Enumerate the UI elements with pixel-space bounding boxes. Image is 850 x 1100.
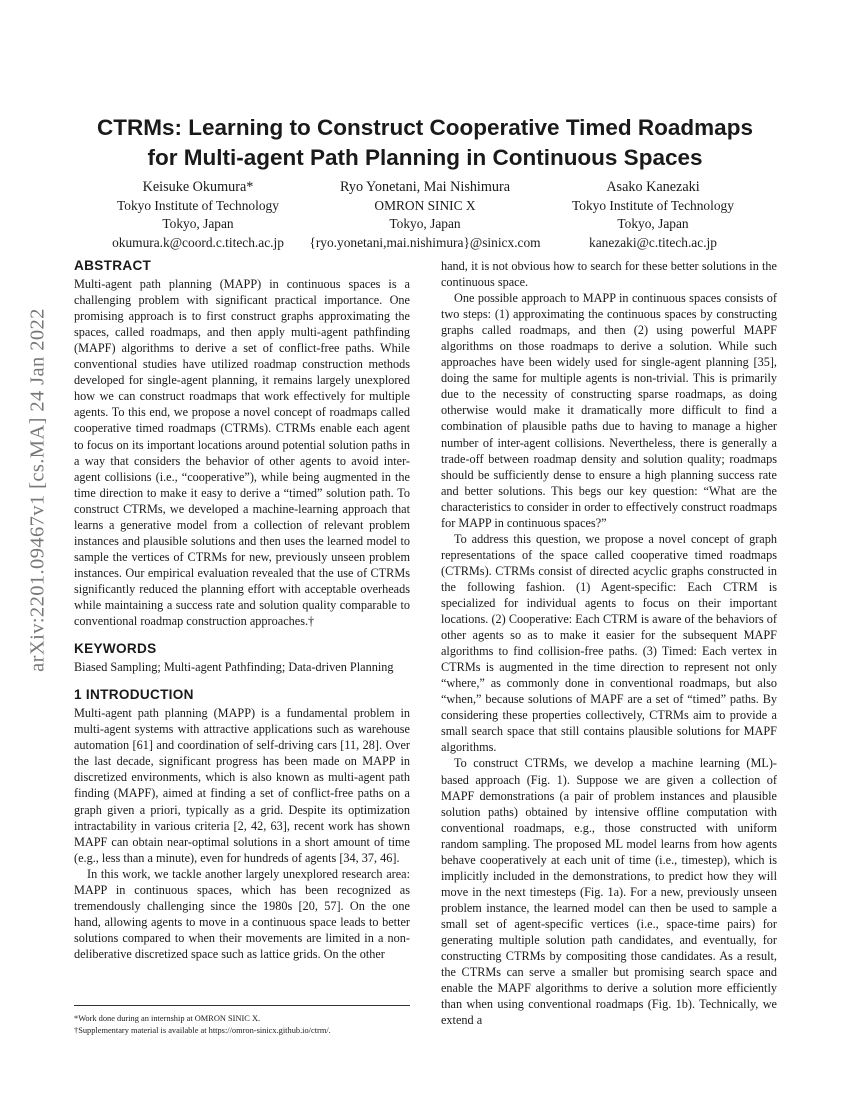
footnotes [74,1013,410,1037]
title-line-2: for Multi-agent Path Planning in Continuous Spaces [147,145,703,170]
abstract-text: Multi-agent path planning (MAPP) in continuous spaces is a challenging problem with significant practical importance. One promising approach is to first construct graphs approximating the spaces, called roadmaps, and then apply multi-agent pathfinding (MAPF) algorithms to derive a set of conflict-free paths. While conventional studies have utilized roadmap construction methods developed for single-agent planning, it remains largely unexplored how we can construct roadmaps that work effectively for multiple agents. To this end, we propose a novel concept of roadmaps called cooperative timed roadmaps (CTRMs). CTRMs enable each agent to focus on its important locations around potential solution paths in a way that considers the behavior of other agents to avoid inter-agent collisions (i.e., “cooperative”), while being augmented in the time direction to make it easy to derive a “timed” solution path. To construct CTRMs, we developed a machine-learning approach that learns a generative model from a collection of relevant problem instances and plausible solutions and then uses the learned model to sample the vertices of CTRMs for new, previously unseen problem instances. Our empirical evaluation revealed that the use of CTRMs significantly reduced the planning effort with acceptable overheads while maintaining a success rate and solution quality comparable to conventional roadmap construction approaches.† [74,277,410,629]
author-location: Tokyo, Japan [617,216,689,231]
right-paragraph-3: To address this question, we propose a novel concept of graph representations of the space called cooperative timed roadmaps (CTRMs). CTRMs consist of directed acyclic graphs constructed in the following fashion. (1) Agent-specific: Each CTRM is specialized for individual agents to focus on their important locations. (2) Cooperative: Each CTRM is aware of the behaviors of other agents so as to make it easier for the subsequent MAPF algorithms to find collision-free paths. (3) Timed: Each vertex in CTRMs is augmented in the time direction to represent not only “where,” as commonly done in conventional roadmaps, but also “when,” because solutions of MAPF are a set of “timed” paths. By considering these properties collectively, CTRMs aim to provide a small search space that still contains plausible solutions for MAPF algorithms. [441,531,777,755]
abstract-heading: ABSTRACT [74,258,152,273]
author-email: {ryo.yonetani,mai.nishimura}@sinicx.com [309,234,541,250]
left-column [74,258,410,962]
footnote-1: *Work done during an internship at OMRON SINIC X. [74,1014,261,1023]
intro-paragraph-2: In this work, we tackle another largely unexplored research area: MAPP in continuous spaces, which has been recognized as tremendously challenging since the 1980s [20, 57]. On the one hand, allowing agents to move in a continuous space leads to better solutions compared to when their movements are limited in a non-deliberative discretized space such as lattice grids. On the other [74,866,410,961]
arxiv-stamp [18,290,58,690]
paper-title [0,113,850,173]
author-affiliation: Tokyo Institute of Technology [572,197,734,213]
arxiv-stamp-text: arXiv:2201.09467v1 [cs.MA] 24 Jan 2022 [26,308,49,672]
author-email: okumura.k@coord.c.titech.ac.jp [112,234,284,250]
introduction-heading: 1 INTRODUCTION [74,687,194,703]
right-paragraph-1: hand, it is not obvious how to search for these better solutions in the continuous space. [441,259,777,290]
right-paragraph-4: To construct CTRMs, we develop a machine learning (ML)-based approach (Fig. 1). Suppose we are given a collection of MAPF demonstrations (a pair of problem instances and plausible solution paths) obtained by intensive offline computation with conventional roadmaps, e.g., those constructed with uniform random sampling. The proposed ML model learns from how agents behave cooperatively at each unit of time (i.e., timestep), which is implicitly included in the demonstrations, to predict how they will move in the next timesteps (Fig. 1a). For a new, previously unseen problem instance, the learned model can then be used to sample a small set of agent-specific vertices (i.e., space-time pairs) for generating multiple solution path candidates, and eventually, for constructing CTRMs by compositing those candidates. As a result, the CTRMs can serve a smaller but promising search space and enable the MAPF algorithms to derive a solution more efficiently than when using conventional roadmaps (Fig. 1b). Technically, we extend a [441,756,777,1028]
author-location: Tokyo, Japan [389,216,461,231]
footnote-rule [74,1005,410,1006]
footnote-2: †Supplementary material is available at https://omron-sinicx.github.io/ctrm/. [74,1026,331,1035]
title-line-1: CTRMs: Learning to Construct Cooperative Timed Roadmaps [97,115,753,140]
author-affiliation: OMRON SINIC X [374,197,476,213]
right-column [441,258,777,1028]
author-3 [513,178,793,252]
author-name: Keisuke Okumura* [142,179,254,195]
author-name: Ryo Yonetani, Mai Nishimura [339,179,511,195]
right-paragraph-2: One possible approach to MAPP in continuous spaces consists of two steps: (1) approximating the continuous spaces by constructing graphs called roadmaps, and then (2) using powerful MAPF algorithms on those roadmaps to derive a solution. While such approaches have been widely used for single-agent planning [35], doing the same for multiple agents is non-trivial. This is primarily due to the necessity of constructing sparse roadmaps, as doing otherwise would make it dramatically more difficult to find a combination of plausible paths due to having to manage a higher number of inter-agent collisions. Nevertheless, there is generally a trade-off between roadmap density and solution quality; roadmaps should be sufficiently dense to ensure a high planning success rate and better solutions. This begs our key question: “What are the characteristics to consider in order to effectively construct roadmaps for MAPP in continuous spaces?” [441,291,777,530]
author-affiliation: Tokyo Institute of Technology [117,197,279,213]
author-location: Tokyo, Japan [162,216,234,231]
author-name: Asako Kanezaki [606,179,700,195]
keywords-text: Biased Sampling; Multi-agent Pathfinding; Data-driven Planning [74,660,394,675]
keywords-heading: KEYWORDS [74,641,157,657]
intro-paragraph-1: Multi-agent path planning (MAPP) is a fundamental problem in multi-agent systems with attractive applications such as warehouse automation [61] and coordination of self-driving cars [11, 28]. Over the last decade, significant progress has been made on MAPP in discretized environments, which is also known as multi-agent path finding (MAPF), aimed at finding a set of conflict-free paths on a graph given a priori, typically as a grid. Despite its optimization intractability in various criteria [2, 42, 63], recent work has shown MAPF can obtain near-optimal solutions in a short amount of time (e.g., less than a minute), even for hundreds of agents [34, 37, 46]. [74,706,410,865]
author-email: kanezaki@c.titech.ac.jp [589,234,717,250]
